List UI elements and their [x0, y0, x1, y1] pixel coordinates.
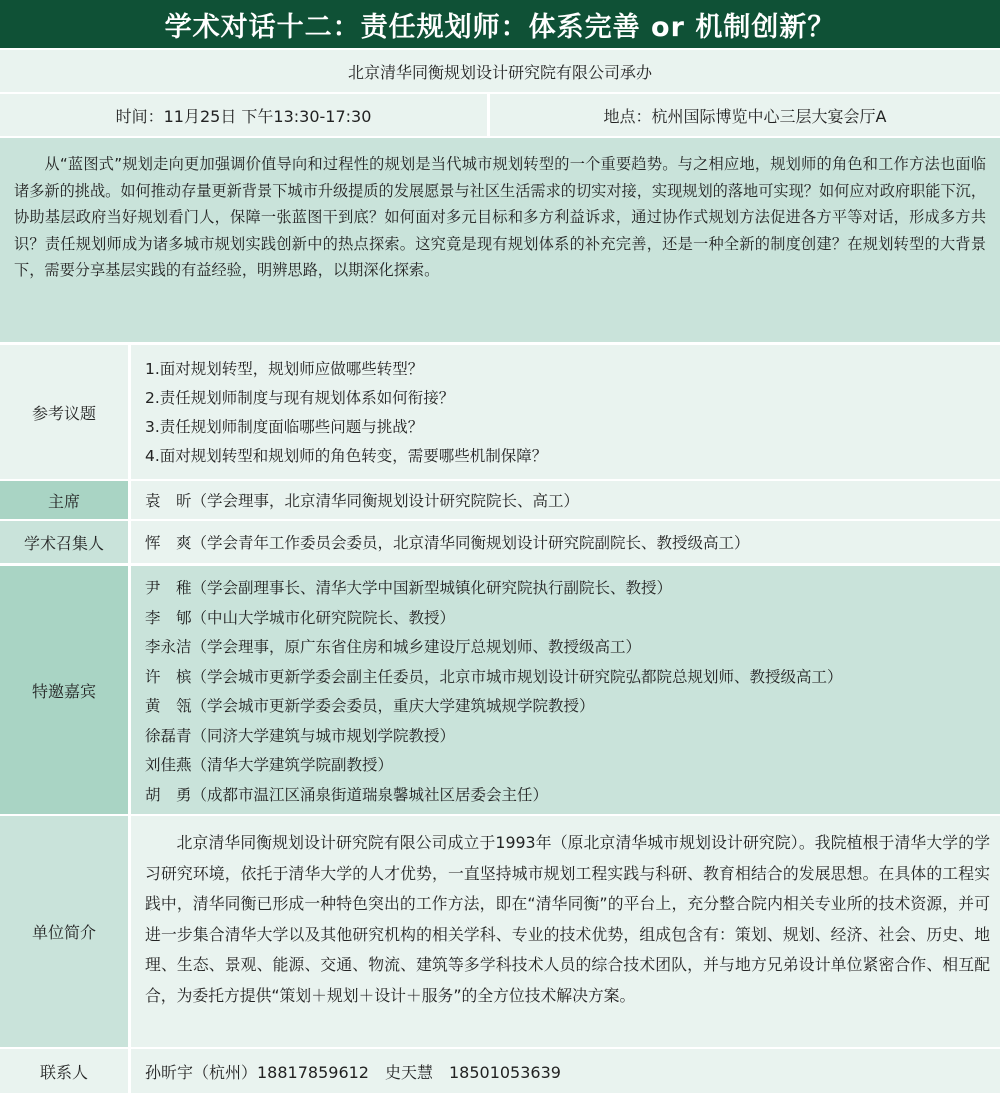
- host-organization: 北京清华同衡规划设计研究院有限公司承办: [0, 50, 1000, 92]
- convener-label: 学术召集人: [0, 521, 128, 563]
- place-info: 地点：杭州国际博览中心三层大宴会厅A: [490, 94, 1000, 136]
- topic-item: 2.责任规划师制度与现有规划体系如何衔接？: [145, 389, 455, 407]
- topic-item: 4.面对规划转型和规划师的角色转变，需要哪些机制保障？: [145, 447, 548, 465]
- guest-item: 刘佳燕（清华大学建筑学院副教授）: [145, 756, 394, 774]
- convener-value: 恽 爽（学会青年工作委员会委员，北京清华同衡规划设计研究院副院长、教授级高工）: [131, 521, 1000, 563]
- guest-item: 许 槟（学会城市更新学委会副主任委员，北京市城市规划设计研究院弘都院总规划师、教授级高工）: [145, 667, 843, 686]
- guest-item: 尹 稚（学会副理事长、清华大学中国新型城镇化研究院执行副院长、教授）: [145, 579, 673, 597]
- topics-label: 参考议题: [0, 345, 128, 479]
- profile-content: [131, 816, 1000, 1047]
- guest-item: 徐磊青（同济大学建筑与城市规划学院教授）: [145, 726, 456, 745]
- guests-label: 特邀嘉宾: [0, 566, 128, 814]
- contact-label: 联系人: [0, 1049, 128, 1093]
- profile-text: 北京清华同衡规划设计研究院有限公司成立于1993年（原北京清华城市规划设计研究院）。我院植根于清华大学的学习研究环境，依托于清华大学的人才优势，一直坚持城市规划工程实践与科研、教育相结合的发展思想。在具体的工程实践中，清华同衡已形成一种特色突出的工作方法，即在“清华同衡”的平台上，充分整合院内相关专业所的技术资源，并可进一步集合清华大学以及其他研究机构的相关学科、专业的技术优势，组成包含有：策划、规划、经济、社会、历史、地理、生态、景观、能源、交通、物流、建筑等多学科技术人员的综合技术团队，并与地方兄弟设计单位紧密合作、相互配合，为委托方提供“策划＋规划＋设计＋服务”的全方位技术解决方案。: [145, 833, 990, 1005]
- profile-row: [0, 816, 1000, 1047]
- guest-item: 李 郇（中山大学城市化研究院院长、教授）: [145, 608, 456, 627]
- topics-row: [0, 345, 1000, 479]
- chair-value: 袁 昕（学会理事，北京清华同衡规划设计研究院院长、高工）: [131, 481, 1000, 519]
- topic-item: 1.面对规划转型，规划师应做哪些转型？: [145, 360, 424, 378]
- chair-label: 主席: [0, 481, 128, 519]
- topic-item: 3.责任规划师制度面临哪些问题与挑战？: [145, 418, 424, 436]
- time-place-row: [0, 94, 1000, 136]
- page-title: 学术对话十二：责任规划师：体系完善 or 机制创新？: [0, 0, 1000, 48]
- contact-row: [0, 1049, 1000, 1093]
- guest-item: 胡 勇（成都市温江区涌泉街道瑞泉馨城社区居委会主任）: [145, 785, 549, 804]
- guest-item: 李永洁（学会理事，原广东省住房和城乡建设厅总规划师、教授级高工）: [145, 638, 642, 656]
- contact-value: 孙昕宇（杭州）18817859612 史天慧 18501053639: [131, 1049, 1000, 1093]
- chair-row: [0, 481, 1000, 519]
- intro-paragraph: [0, 138, 1000, 342]
- time-info: 时间：11月25日 下午13:30-17:30: [0, 94, 487, 136]
- topics-list: [131, 345, 1000, 479]
- convener-row: [0, 521, 1000, 563]
- guests-row: [0, 566, 1000, 814]
- guests-list: [131, 566, 1000, 814]
- intro-text: 从“蓝图式”规划走向更加强调价值导向和过程性的规划是当代城市规划转型的一个重要趋势。与之相应地，规划师的角色和工作方法也面临诸多新的挑战。如何推动存量更新背景下城市升级提质的发展愿景与社区生活需求的切实对接，实现规划的落地可实现？如何应对政府职能下沉，协助基层政府当好规划看门人，保障一张蓝图干到底？如何面对多元目标和多方利益诉求，通过协作式规划方法促进各方平等对话，形成多方共识？责任规划师成为诸多城市规划实践创新中的热点探索。这究竟是现有规划体系的补充完善，还是一种全新的制度创建？在规划转型的大背景下，需要分享基层实践的有益经验，明辨思路，以期深化探索。: [14, 155, 986, 279]
- guest-item: 黄 瓴（学会城市更新学委会委员，重庆大学建筑城规学院教授）: [145, 697, 595, 715]
- profile-label: 单位简介: [0, 816, 128, 1047]
